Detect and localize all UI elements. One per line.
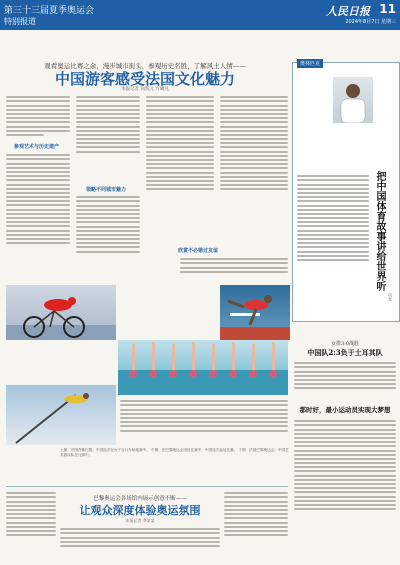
bottom-headline: 让观众深度体验奥运氛围 [79,504,201,517]
author-photo [333,77,373,123]
text-column-2 [76,94,140,184]
subhead-3: 欣赏不必错过友谊 [178,248,219,254]
section-title: 第三十三届夏季奥运会 [4,6,95,16]
bottom-left-text [6,490,56,562]
swimmers-photo [118,340,288,395]
side-story-2-text [294,418,396,558]
main-kicker: 观看奥运比赛之余，漫步城市街头，参观历史名胜，了解风土人情—— [44,62,246,70]
divider-main [6,486,288,487]
hurdler-photo [220,285,290,340]
subhead-2: 领略不同城市魅力 [86,187,127,193]
text-column-6 [120,398,288,446]
side-story-1-kicker: 女排3:0战胜 [330,341,360,347]
text-column-1b [6,152,70,287]
column-author: 巩育 [388,293,393,301]
author-portrait [333,77,373,123]
swimmers-illustration [118,340,288,395]
column-title: 把中国体育故事讲给世界听 [374,171,385,291]
cyclist-photo [6,285,116,340]
text-column-3 [146,94,214,244]
column-tag: 奥林匹克 [297,59,323,68]
cyclist-illustration [6,285,116,340]
text-column-2b [76,194,140,286]
pole-vault-photo [6,385,116,445]
newspaper-logo: 人民日报 [326,5,370,18]
column-text [297,173,369,313]
main-byline: 本报记者 尚凯元 方曦凡 [121,87,169,92]
column-box [292,62,400,322]
text-column-5 [180,256,288,282]
pole-vault-illustration [6,385,116,445]
hurdler-illustration [220,285,290,340]
side-story-1-headline: 中国队2:3负于土耳其队 [307,348,383,357]
side-story-1-text [294,360,396,400]
page-header [0,0,400,30]
text-column-4 [220,94,288,244]
section-subtitle: 特别报道 [4,17,36,26]
side-story-2-headline: 那时好，最小运动员实现大梦想 [299,406,391,414]
bottom-byline: 本报记者 李某某 [125,518,155,523]
issue-date: 2024年8月7日 星期三 [345,19,396,25]
page-number: 11 [379,2,396,16]
bottom-right-text [224,490,288,562]
photo-caption: 上图：法国首都巴黎，中国选手在女子自行车场地赛中。 中图：在巴黎奥运会田径比赛中，中国选手参加比赛。 下图：法国巴黎奥运会，中国艺术游泳队在比赛中。 [60,448,289,457]
subhead-1: 参观艺术与历史遗产 [14,144,60,150]
bottom-text [60,526,220,562]
main-headline: 中国游客感受法国文化魅力 [54,70,235,88]
bottom-kicker: 巴黎奥运会各场馆内展示创意不断—— [93,496,187,502]
